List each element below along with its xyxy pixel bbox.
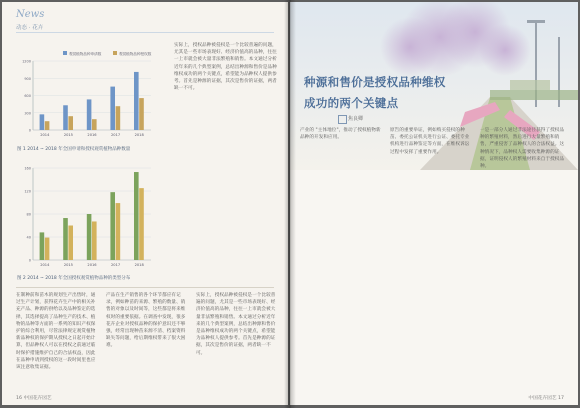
chart-1-x-tick: 2017 — [111, 133, 121, 137]
article-title-line-1: 种源和售价是授权品种维权 — [304, 75, 446, 89]
chart-2-bar — [110, 192, 115, 260]
header-divider — [16, 32, 274, 33]
left-page-text-column-1: 在制种前和苗木的规划生产出售时，通过生产计划，获得花卉生产中的相关补充产品、种源的供给以及品种鉴定的选择，其选择提高了品种生产的技术、植物的品种等方面的一系列的知识产权保护的综合利用，尽管法律规定观赏植物新品种权的保护期从授权之日起开始计算，但品种权人可以在授权之前通过临时保护措施维护自己的合法权益，因此在品种申请到授权的这一段时间里也应该注意收集证据。 — [16, 293, 96, 371]
chart-1-bar — [110, 87, 115, 130]
chart-1-bar — [68, 116, 73, 130]
article-title-line-2: 成功的两个关键点 — [304, 96, 399, 110]
chart-1-y-tick: 600 — [24, 94, 31, 98]
right-page-text-column-2: 原告的重要举证，例如购买侵权的种苗、委托公证机关进行公证、委托专业机构进行品种鉴定等方面，在维权诉讼过程中发挥了重要作用。 — [390, 128, 470, 155]
chart-1-y-tick: 0 — [28, 128, 31, 133]
chart-2-bar — [45, 238, 50, 260]
author-marker — [338, 115, 347, 124]
right-page-text-column-1: 产业的 "主体地位"，推动了授权植物新品种的开发和应用。 — [300, 128, 381, 141]
chart-1-y-tick: 1200 — [22, 59, 31, 64]
chart-1-svg — [17, 47, 157, 142]
page-gutter — [284, 0, 296, 408]
chart-2-y-tick: 40 — [26, 235, 31, 240]
left-page-text-column-3: 实际上，授权品种被侵权是一个比较普遍的问题，尤其是一些市场表现好、经济价值高的品种，往往一上市就会被大量非法繁殖和销售。本文通过分析近年来的几个典型案例，总结出种源和售价是品种维权成功的两个关键点，希望能为品种权人提供参考。首先是种源的证据，其次是售价的证据，两者缺一不可。 — [196, 293, 276, 356]
chart-1-bar — [40, 114, 45, 130]
chart-1 — [17, 47, 157, 142]
chart-2-y-tick: 120 — [24, 189, 31, 194]
left-page — [2, 2, 288, 405]
chart-2-bar — [63, 218, 68, 260]
chart-1-bar — [116, 106, 121, 130]
section-header-english: News — [16, 9, 45, 20]
chart-2-bar — [40, 232, 45, 260]
chart-1-legend-swatch — [113, 51, 117, 55]
chart-1-x-tick: 2016 — [87, 133, 97, 137]
left-page-text-column-2: 产品在生产销售的各个环节都应有记录，例如种苗的来源、繁殖的数量、销售的对象以及时间等，这些都是将来维权时的重要依据。在调查中发现，很多花卉企业对授权品种的保护意识还不够强，经常出现种苗来源不清、档案资料缺失等问题，给后期维权带来了很大困难。 — [106, 293, 186, 349]
left-page-number: 16 中国花卉园艺 — [16, 396, 52, 401]
chart-2-x-tick: 2014 — [40, 263, 50, 267]
chart-1-bar — [134, 72, 139, 130]
chart-2-x-tick: 2018 — [134, 263, 144, 267]
text-divider — [16, 287, 274, 288]
chart-2-bar — [116, 203, 121, 260]
chart-1-caption: 图 1 2014 ~ 2018 年全国申请和授权观赏植物品种数量 — [17, 147, 131, 152]
chart-1-legend-swatch — [63, 51, 67, 55]
chart-1-bar — [63, 105, 68, 130]
chart-2-x-tick: 2016 — [87, 263, 97, 267]
article-title — [304, 72, 446, 114]
chart-2-y-tick: 0 — [28, 258, 31, 263]
chart-2-caption: 图 2 2014 ~ 2018 年全国授权观赏植物品种的类型分布 — [17, 276, 131, 281]
chart-2-bar — [139, 188, 144, 260]
chart-1-bar — [139, 98, 144, 130]
right-page-text-column-3: 一是一部分人通过非法途径获得了授权品种的繁殖材料，然后进行大量繁殖和销售，严重侵害了品种权人的合法权益。这种情况下，品种权人需要收集种源的证据，证明侵权人的繁殖材料来自于授权品种。 — [480, 128, 565, 170]
chart-2-svg — [17, 162, 157, 272]
section-header-chinese: 动态 · 花卉 — [16, 25, 44, 31]
chart-2-x-tick: 2017 — [111, 263, 121, 267]
left-page-text-column-right: 实际上，授权品种被侵权是一个比较普遍的问题，尤其是一些市场表现好、经济价值高的品种，往往一上市就会被大量非法繁殖和销售。本文通过分析近年来的几个典型案例，总结出种源和售价是品种维权成功的两个关键点，希望能为品种权人提供参考。首先是种源的证据，其次是售价的证据，两者缺一不可。 — [174, 43, 277, 92]
chart-1-bar — [92, 119, 97, 130]
chart-1-bar — [87, 99, 92, 130]
chart-1-x-tick: 2015 — [63, 133, 73, 137]
chart-2-bar — [134, 172, 139, 260]
chart-2-bar — [92, 221, 97, 260]
chart-2-x-tick: 2015 — [63, 263, 73, 267]
chart-1-legend-label: 观赏植物品种申请数 — [69, 51, 102, 56]
right-page — [290, 2, 578, 405]
author-name: 焦良卿 — [348, 116, 364, 122]
chart-1-y-tick: 300 — [24, 111, 31, 116]
chart-2 — [17, 162, 157, 272]
chart-1-bar — [45, 121, 50, 130]
chart-1-legend-label: 观赏植物品种授权数 — [119, 51, 152, 56]
chart-2-bar — [87, 214, 92, 260]
chart-1-y-tick: 900 — [24, 76, 31, 81]
chart-2-bar — [68, 226, 73, 261]
right-page-number: 中国花卉园艺 17 — [528, 396, 564, 401]
chart-1-x-tick: 2014 — [40, 133, 50, 137]
chart-1-x-tick: 2018 — [134, 133, 144, 137]
chart-2-y-tick: 80 — [26, 212, 31, 217]
chart-2-y-tick: 160 — [24, 166, 31, 171]
